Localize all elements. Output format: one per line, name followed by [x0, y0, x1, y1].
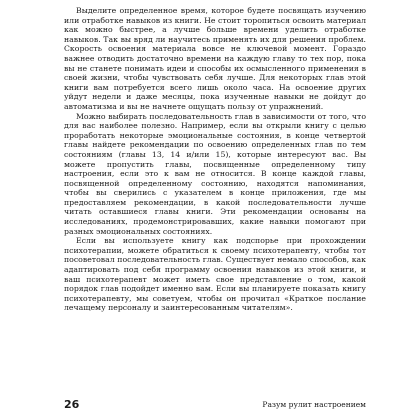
- paragraph-study-time: Выделите определенное время, которое будете посвящать изучению или отработке навыков из книги. Не стоит торопиться освоить материал как можно быстрее, а лучше больше времени уделить отработке навыков. Так вы вряд ли научитесь применять их для решения проблем. Скорость освоения материала вовсе не ключевой момент. Гораздо важнее отводить достаточно времени на каждую главу то тех пор, пока вы не станете понимать идеи и способы их осмысленного применения в своей жизни, чтобы чувствовать себя лучше. Для некоторых глав этой книги вам потребуется всего лишь около часа. На освоение других уйдут недели и даже месяцы, пока изученные навыки не дойдут до автоматизма и вы не начнете ощущать пользу от упражнений.: [64, 6, 366, 111]
- page-footer: [64, 398, 366, 412]
- page-number: 26: [64, 398, 80, 411]
- running-title: Разум рулит настроением: [262, 400, 366, 409]
- paragraph-psychotherapy: Если вы используете книгу как подспорье при прохождении психотерапии, можете обратиться к своему психотерапевту, чтобы тот посоветовал последовательность глав. Существует немало способов, как адаптировать под себя программу освоения навыков из этой книги, и ваш психотерапевт может иметь свое представление о том, какой порядок глав подойдет именно вам. Если вы планируете показать книгу психотерапевту, мы советуем, чтобы он прочитал «Краткое послание лечащему персоналу и заинтересованным читателям».: [64, 236, 366, 313]
- paragraph-chapter-order: Можно выбирать последовательность глав в зависимости от того, что для вас наиболее полезно. Например, если вы открыли книгу с целью проработать некоторые эмоциональные состояния, в конце четвертой главы найдете рекомендации по освоению определенных глав по тем состояниям (главы 13, 14 и/или 15), которые интересуют вас. Вы можете пропустить главы, посвященные определенному типу настроения, если это к вам не относится. В конце каждой главы, посвященной определенному состоянию, находятся напоминания, чтобы вы сверились с указателем в конце приложения, где мы предоставляем рекомендации, в какой последовательности лучше читать оставшиеся главы книги. Эти рекомендации основаны на исследованиях, продемонстрировавших, какие навыки помогают при разных эмоциональных состояниях.: [64, 111, 366, 236]
- body-text: [64, 6, 366, 313]
